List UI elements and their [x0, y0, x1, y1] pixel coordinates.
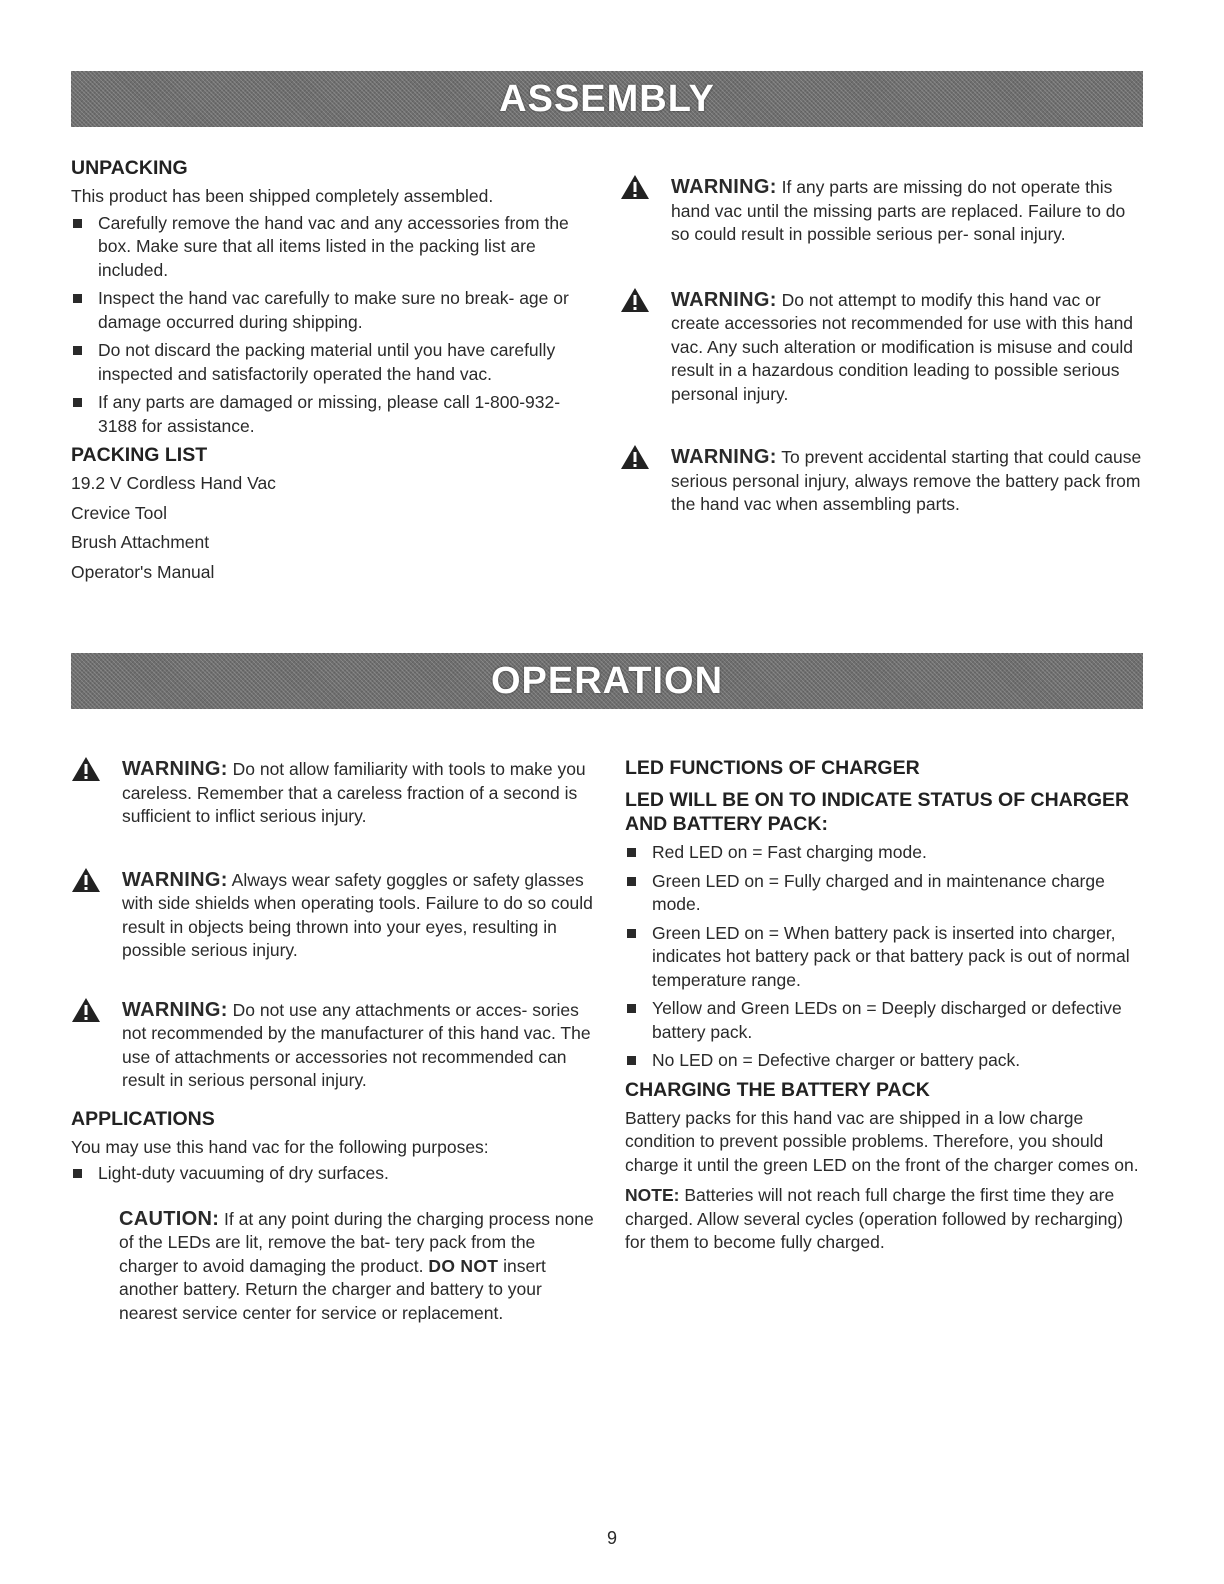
- note-label: NOTE:: [625, 1185, 680, 1205]
- warning-block: [71, 869, 596, 963]
- caution-label: CAUTION:: [119, 1207, 220, 1230]
- note-text: Batteries will not reach full charge the first time they are charged. Allow several cycles (operation followed by recharging) for them to become fully charged.: [625, 1185, 1124, 1252]
- applications-intro: You may use this hand vac for the following purposes:: [71, 1136, 489, 1157]
- bullet-icon: [73, 219, 82, 228]
- warning-triangle-icon: [71, 997, 101, 1023]
- led-heading: LED FUNCTIONS OF CHARGER: [625, 757, 920, 779]
- warning-block: [620, 446, 1145, 517]
- operation-title: OPERATION: [490, 659, 724, 702]
- caution-block: [119, 1208, 596, 1326]
- page-number: 9: [606, 1528, 617, 1548]
- warning-text: Do not attempt to modify this hand vac or create accessories not recommended for use with this hand vac. Any such alteration or modification is misuse and could result in a hazardous condition leading to possible serious personal injury.: [671, 289, 1134, 404]
- list-item: Green LED on = Fully charged and in maintenance charge mode.: [625, 870, 1145, 917]
- warning-triangle-icon: [71, 756, 101, 782]
- warning-label: WARNING:: [671, 176, 777, 198]
- led-list: [625, 841, 1145, 1073]
- warning-triangle-icon: [620, 444, 650, 470]
- bullet-icon: [73, 294, 82, 303]
- assembly-title: ASSEMBLY: [499, 77, 715, 120]
- unpacking-heading: UNPACKING: [71, 157, 188, 179]
- list-item: No LED on = Defective charger or battery pack.: [625, 1049, 1145, 1073]
- applications-list: [71, 1162, 596, 1186]
- operation-right-column: [625, 756, 1145, 1255]
- list-item: Light-duty vacuuming of dry surfaces.: [71, 1162, 596, 1186]
- list-item: Operator's Manual: [71, 561, 215, 582]
- list-item: Do not discard the packing material until you have carefully inspected and satisfactorily operated the hand vac.: [71, 339, 591, 386]
- list-item: Red LED on = Fast charging mode.: [625, 841, 1145, 865]
- operation-left-column: [71, 758, 596, 1325]
- warning-text: Do not allow familiarity with tools to make you careless. Remember that a careless fraction of a second is sufficient to inflict serious injury.: [122, 759, 586, 826]
- warning-triangle-icon: [71, 867, 101, 893]
- bullet-icon: [627, 848, 636, 857]
- charging-heading: CHARGING THE BATTERY PACK: [625, 1078, 930, 1101]
- led-subheading: LED WILL BE ON TO INDICATE STATUS OF CHARGER AND BATTERY PACK:: [625, 789, 1130, 835]
- bullet-icon: [627, 877, 636, 886]
- packing-list: [71, 472, 591, 584]
- bullet-icon: [627, 1056, 636, 1065]
- caution-do-not: DO NOT: [428, 1255, 499, 1276]
- bullet-icon: [73, 398, 82, 407]
- assembly-banner: [71, 71, 1143, 127]
- warning-label: WARNING:: [122, 758, 228, 780]
- list-item: Green LED on = When battery pack is inserted into charger, indicates hot battery pack or that battery pack is out of normal temperature range.: [625, 922, 1145, 993]
- bullet-icon: [627, 1004, 636, 1013]
- assembly-right-column: [620, 176, 1145, 551]
- note-paragraph: [625, 1184, 1145, 1255]
- caution-text-continued: insert another battery. Return the charger and battery to your nearest service center for service or replacement.: [119, 1255, 546, 1323]
- warning-block: [71, 999, 596, 1093]
- list-item: Yellow and Green LEDs on = Deeply discharged or defective battery pack.: [625, 997, 1145, 1044]
- applications-heading: APPLICATIONS: [71, 1107, 215, 1130]
- warning-triangle-icon: [620, 174, 650, 200]
- assembly-left-column: [71, 156, 591, 590]
- charging-text: Battery packs for this hand vac are shipped in a low charge condition to prevent possible problems. Therefore, you should charge it until the green LED on the front of the charger comes on.: [625, 1107, 1139, 1175]
- caution-text: If at any point during the charging process none of the LEDs are lit, remove the bat- tery pack from the charger to avoid damaging the product.: [119, 1208, 594, 1276]
- unpacking-intro: This product has been shipped completely assembled.: [71, 186, 494, 206]
- list-item: 19.2 V Cordless Hand Vac: [71, 473, 276, 493]
- unpacking-list: [71, 212, 591, 439]
- list-item: If any parts are damaged or missing, please call 1-800-932-3188 for assistance.: [71, 391, 591, 438]
- bullet-icon: [73, 346, 82, 355]
- warning-label: WARNING:: [122, 998, 228, 1021]
- list-item: Carefully remove the hand vac and any accessories from the box. Make sure that all items listed in the packing list are included.: [71, 212, 591, 283]
- list-item: Crevice Tool: [71, 502, 167, 523]
- packing-list-heading: PACKING LIST: [71, 444, 208, 466]
- warning-block: [620, 289, 1145, 407]
- warning-text: Do not use any attachments or acces- sories not recommended by the manufacturer of this hand vac. The use of attachments or accessories not recommended can result in serious personal injury.: [122, 999, 591, 1090]
- bullet-icon: [627, 929, 636, 938]
- bullet-icon: [73, 1169, 82, 1178]
- warning-label: WARNING:: [671, 446, 777, 468]
- warning-text: Always wear safety goggles or safety glasses with side shields when operating tools. Failure to do so could result in objects being thrown into your eyes, resulting in possible serious injury.: [122, 869, 593, 960]
- warning-label: WARNING:: [671, 288, 777, 311]
- warning-text: If any parts are missing do not operate this hand vac until the missing parts are replaced. Failure to do so could result in possible serious per- sonal injury.: [671, 177, 1126, 244]
- warning-triangle-icon: [620, 287, 650, 313]
- operation-banner: [71, 653, 1143, 709]
- list-item: Brush Attachment: [71, 532, 210, 552]
- list-item: Inspect the hand vac carefully to make sure no break- age or damage occurred during shipping.: [71, 287, 591, 334]
- warning-text: To prevent accidental starting that could cause serious personal injury, always remove the battery pack from the hand vac when assembling parts.: [671, 447, 1142, 514]
- warning-block: [71, 758, 596, 829]
- warning-block: [620, 176, 1145, 247]
- warning-label: WARNING:: [122, 868, 228, 891]
